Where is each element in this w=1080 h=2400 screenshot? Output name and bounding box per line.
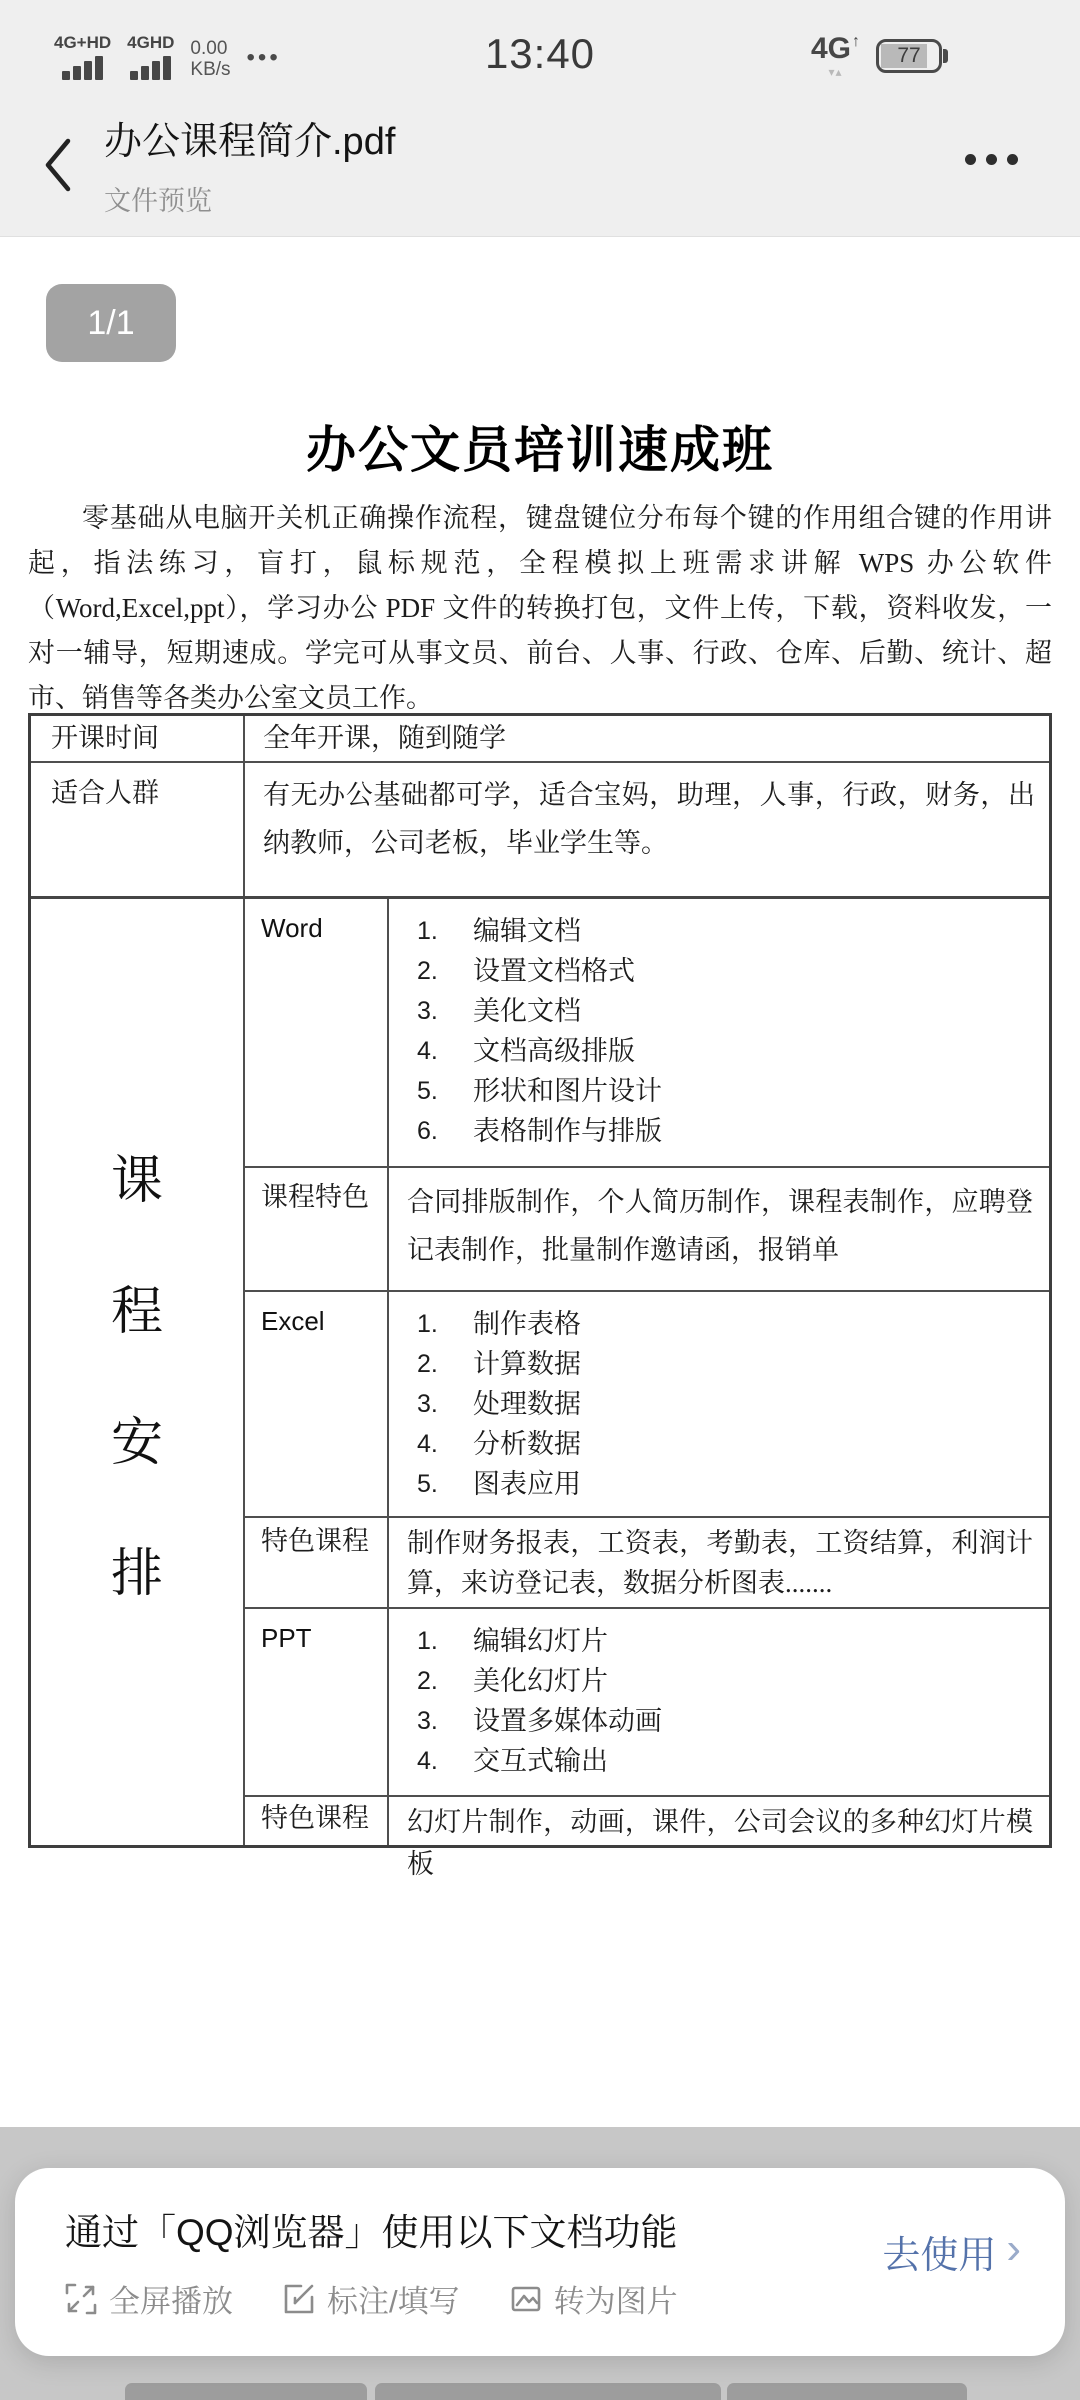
list-item: 表格制作与排版 (473, 1116, 662, 1146)
annotate-fill-button[interactable] (281, 2276, 460, 2321)
section-label: Word (245, 899, 389, 1166)
back-chevron-icon (40, 135, 74, 195)
list-item: 计算数据 (473, 1349, 581, 1379)
section-label: 特色课程 (245, 1518, 389, 1607)
list-item: 设置多媒体动画 (473, 1706, 662, 1736)
dimmed-toolbar-button (375, 2383, 721, 2400)
section-word-features (245, 1166, 1049, 1290)
table-schedule-block (31, 899, 1049, 1879)
header-titles (104, 110, 395, 218)
speed-value: 0.00 (190, 38, 228, 59)
row-value: 有无办公基础都可学，适合宝妈，助理，人事，行政，财务，出纳教师，公司老板，毕业学生等。 (263, 780, 1035, 858)
section-content: 制作财务报表，工资表，考勤表，工资结算，利润计算，来访登记表，数据分析图表....... (407, 1528, 1033, 1598)
schedule-sections (245, 899, 1049, 1879)
status-right-cluster (811, 34, 948, 78)
action-label: 转为图片 (553, 2284, 678, 2319)
section-label: PPT (245, 1609, 389, 1795)
go-use-label: 去使用 (882, 2235, 997, 2277)
annotate-icon (281, 2281, 317, 2317)
section-label: Excel (245, 1292, 389, 1516)
table-row-audience (31, 763, 1049, 899)
section-excel-features (245, 1516, 1049, 1607)
file-title: 办公课程简介.pdf (104, 121, 396, 163)
battery-percent: 77 (897, 44, 921, 67)
status-more-dots-icon: ••• (246, 44, 281, 71)
app-header (0, 92, 1080, 237)
go-use-button[interactable] (882, 2224, 1021, 2279)
file-subtitle: 文件预览 (104, 186, 212, 216)
pdf-preview-area[interactable] (0, 238, 1080, 2127)
list-item: 设置文档格式 (473, 956, 635, 986)
list-item: 分析数据 (473, 1429, 581, 1459)
to-image-icon (508, 2281, 544, 2317)
section-ppt (245, 1607, 1049, 1795)
section-label: 课程特色 (245, 1168, 389, 1290)
list-item: 编辑幻灯片 (473, 1626, 608, 1656)
section-label: 特色课程 (245, 1797, 389, 1845)
chevron-right-icon: › (1006, 2223, 1021, 2273)
section-content (389, 1292, 1049, 1516)
battery-indicator (876, 39, 948, 73)
clock: 13:40 (484, 30, 596, 77)
section-content (389, 899, 1049, 1166)
battery-nub (943, 49, 948, 63)
table-row-start-time (31, 716, 1049, 763)
course-table (28, 713, 1052, 1879)
page-indicator-badge: 1/1 (46, 284, 176, 362)
list-item: 形状和图片设计 (473, 1076, 662, 1106)
status-bar (0, 0, 1080, 92)
dimmed-toolbar-button (727, 2383, 967, 2400)
more-menu-button[interactable] (965, 154, 1018, 165)
dimmed-toolbar-button (125, 2383, 367, 2400)
section-word (245, 899, 1049, 1166)
document-title: 办公文员培训速成班 (306, 422, 774, 478)
section-content (389, 1609, 1049, 1795)
list-item: 文档高级排版 (473, 1036, 635, 1066)
sim2-network-label: 4GHD (127, 33, 175, 52)
section-content: 合同排版制作，个人简历制作，课程表制作，应聘登记表制作，批量制作邀请函，报销单 (407, 1187, 1033, 1265)
convert-to-image-button[interactable] (508, 2276, 678, 2321)
sheet-actions-row (63, 2276, 678, 2321)
section-content: 幻灯片制作，动画，课件，公司会议的多种幻灯片模板 (407, 1807, 1033, 1879)
list-item: 美化幻灯片 (473, 1666, 608, 1696)
fullscreen-play-button[interactable] (63, 2276, 233, 2321)
action-label: 标注/填写 (327, 2284, 460, 2319)
section-ppt-features (245, 1795, 1049, 1879)
list-item: 美化文档 (473, 996, 581, 1026)
list-item: 处理数据 (473, 1389, 581, 1419)
back-button[interactable] (34, 134, 80, 196)
vpn-tris-icon: ▾▴ (828, 65, 843, 79)
document-intro-paragraph: 零基础从电脑开关机正确操作流程，键盘键位分布每个键的作用组合键的作用讲起，指法练习，盲打，鼠标规范，全程模拟上班需求讲解 WPS 办公软件（Word,Excel,ppt），学习办公 PDF 文件的转换打包，文件上传，下载，资料收发，一对一辅导，短期速成。学完可从事文员、前台、人事、行政、仓库、后勤、统计、超市、销售等各类办公室文员工作。 (28, 503, 1052, 713)
schedule-vertical-label: 课 程 安 排 (31, 899, 245, 1845)
sheet-title: 通过「QQ浏览器」使用以下文档功能 (65, 2212, 678, 2253)
list-item: 编辑文档 (473, 916, 581, 946)
row-label: 适合人群 (31, 763, 245, 896)
action-label: 全屏播放 (109, 2284, 233, 2319)
list-item: 交互式输出 (473, 1746, 608, 1776)
data-network-indicator: 4G ↑ ▾▴ (810, 32, 860, 79)
list-item: 图表应用 (473, 1469, 581, 1499)
row-value: 全年开课，随到随学 (263, 723, 506, 753)
row-label: 开课时间 (31, 716, 245, 761)
traffic-arrow-icon: ↑ (852, 33, 860, 50)
list-item: 制作表格 (473, 1309, 581, 1339)
speed-unit: KB/s (190, 59, 231, 80)
fullscreen-icon (63, 2281, 99, 2317)
qq-browser-promo-sheet (15, 2168, 1065, 2356)
battery-icon (876, 39, 942, 73)
sim1-network-label: 4G+HD (54, 33, 112, 52)
section-excel (245, 1290, 1049, 1516)
